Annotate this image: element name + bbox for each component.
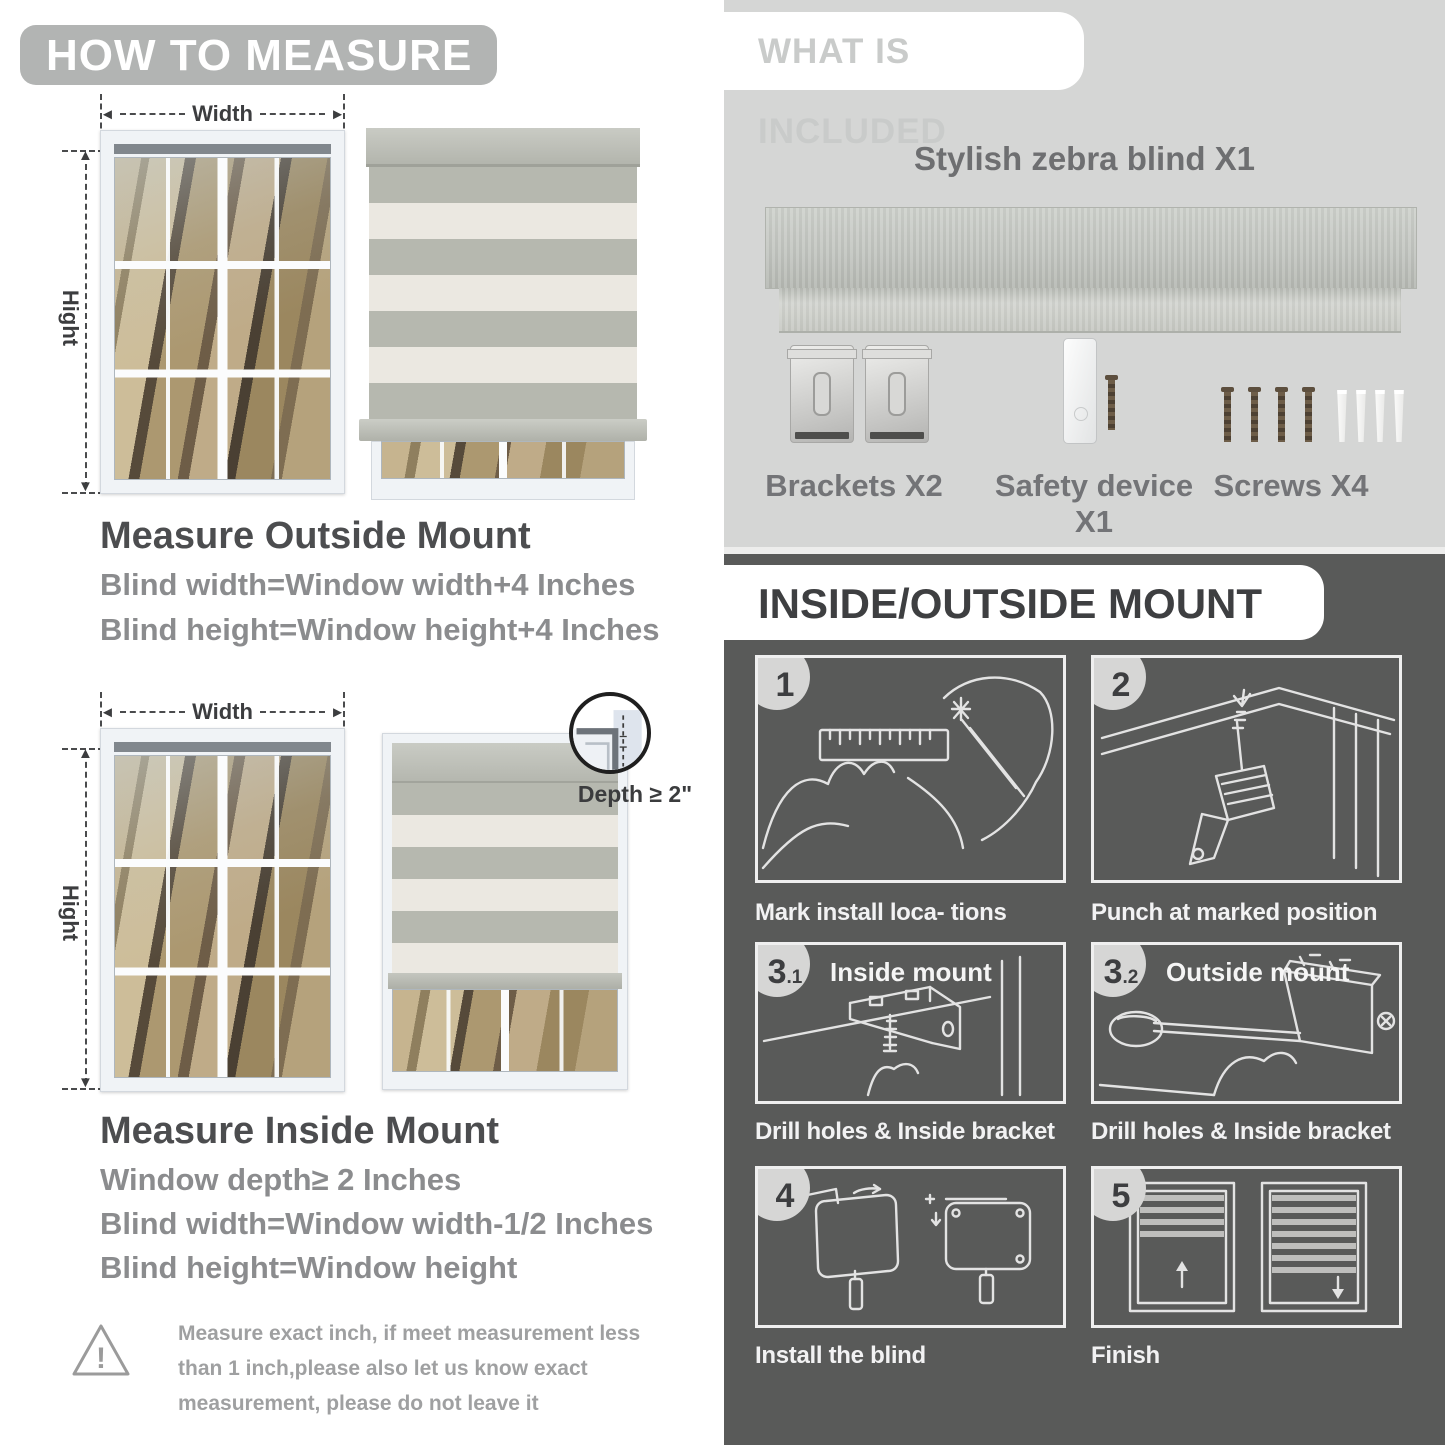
- step3-1-title: Inside mount: [830, 957, 992, 987]
- step3-1-box: [755, 942, 1066, 1104]
- arrow-up-icon: ▲: [78, 745, 93, 762]
- inside-mount-line2: Blind width=Window width-1/2 Inches: [100, 1206, 654, 1241]
- corner-depth-icon: [573, 696, 647, 770]
- dashed-line: [120, 113, 185, 115]
- blind-roll-image: [779, 288, 1401, 333]
- inside-outside-mount-header: INSIDE/OUTSIDE MOUNT: [724, 565, 1324, 640]
- step4-box: [755, 1166, 1066, 1328]
- step3-2-title: Outside mount: [1166, 957, 1350, 987]
- window-panes: [392, 989, 618, 1072]
- inside-mount-title: Measure Inside Mount: [100, 1110, 500, 1152]
- arrow-left-icon: ◄: [100, 703, 115, 721]
- screw-icon: [1251, 392, 1258, 442]
- warning-triangle-icon: [68, 1320, 134, 1382]
- wall-anchor-icon: [1374, 390, 1386, 442]
- how-to-measure-header: HOW TO MEASURE: [20, 25, 497, 85]
- arrow-right-icon: ►: [330, 703, 346, 721]
- step3-2-box: [1091, 942, 1402, 1104]
- bracket-image: [790, 345, 854, 443]
- step3-2-number-badge: 3 .2: [1091, 942, 1146, 997]
- safety-device-image: [1063, 338, 1097, 444]
- product-label: Stylish zebra blind X1: [913, 140, 1256, 177]
- step1-number-badge: 1: [755, 655, 810, 710]
- screw-icon: [1305, 392, 1312, 442]
- arrow-up-icon: ▲: [78, 147, 93, 164]
- step2-caption: Punch at marked position: [1091, 899, 1378, 926]
- bracket-slot: [888, 372, 906, 416]
- window-panes: [114, 755, 331, 1078]
- blind-cassette-image: [765, 207, 1417, 289]
- width-label: Width: [192, 699, 253, 724]
- arrow-down-icon: ▼: [78, 1074, 93, 1091]
- note-line2: than 1 inch,please also let us know exact: [178, 1357, 588, 1380]
- blind-stripes: [392, 783, 618, 973]
- note-line1: Measure exact inch, if meet measurement less: [178, 1322, 641, 1345]
- height-arrow-inside: [78, 745, 93, 1091]
- width-arrow-outside: [100, 102, 345, 126]
- step4-caption: Install the blind: [755, 1342, 926, 1369]
- width-arrow-inside: [100, 700, 345, 724]
- screws-label: Screws X4: [1213, 468, 1369, 503]
- screw-icon: [1224, 392, 1231, 442]
- note-line3: measurement, please do not leave it: [178, 1392, 539, 1415]
- outside-mount-line1: Blind width=Window width+4 Inches: [100, 567, 636, 602]
- outside-mount-line2: Blind height=Window height+4 Inches: [100, 612, 660, 647]
- step4-number-badge: 4: [755, 1166, 810, 1221]
- arrow-left-icon: ◄: [100, 105, 115, 123]
- step2-number-badge: 2: [1091, 655, 1146, 710]
- safety-device-label: Safety device X1: [994, 468, 1194, 539]
- depth-detail-inset: [569, 692, 651, 774]
- window-illustration-outside: [100, 130, 345, 494]
- arrow-down-icon: ▼: [78, 478, 93, 495]
- zebra-blind-illustration-inside: [382, 733, 693, 1090]
- outside-mount-title: Measure Outside Mount: [100, 515, 531, 557]
- step5-box: [1091, 1166, 1402, 1328]
- step5-number-badge: 5: [1091, 1166, 1146, 1221]
- step3-1-caption: Drill holes & Inside bracket: [755, 1118, 1055, 1145]
- hight-label: Hight: [58, 884, 84, 942]
- safety-device-hole: [1074, 407, 1088, 421]
- window-panes: [114, 157, 331, 480]
- hight-label: Hight: [58, 289, 84, 347]
- wall-anchor-icon: [1336, 390, 1348, 442]
- svg-text:!: !: [96, 1342, 106, 1375]
- blind-bottom-rail: [359, 419, 647, 441]
- screw-icon: [1108, 380, 1115, 430]
- step1-caption: Mark install loca- tions: [755, 899, 1007, 926]
- what-is-included-panel: [724, 0, 1445, 547]
- step3-1-number-badge: 3 .1: [755, 942, 810, 997]
- bracket-lip: [862, 349, 932, 359]
- window-below-blind: [371, 441, 635, 500]
- blind-stripes: [369, 167, 637, 419]
- bracket-lip: [787, 349, 857, 359]
- bracket-base: [795, 432, 849, 439]
- dashed-line: [260, 113, 325, 115]
- blind-bottom-rail: [388, 973, 622, 989]
- window-head: [114, 742, 331, 752]
- step1-box: [755, 655, 1066, 883]
- window-head: [114, 144, 331, 154]
- window-panes: [381, 441, 625, 479]
- wall-anchor-icon: [1355, 390, 1367, 442]
- height-arrow-outside: [78, 147, 93, 495]
- panel-divider: [724, 547, 1445, 554]
- dashed-line: [120, 711, 185, 713]
- brackets-label: Brackets X2: [765, 468, 943, 503]
- step3-2-caption: Drill holes & Inside bracket: [1091, 1118, 1391, 1145]
- wall-anchor-icon: [1393, 390, 1405, 442]
- bracket-base: [870, 432, 924, 439]
- mount-instructions-panel: [724, 554, 1445, 1445]
- depth-label: Depth ≥ 2": [577, 781, 693, 807]
- bracket-slot: [813, 372, 831, 416]
- step5-caption: Finish: [1091, 1342, 1160, 1369]
- what-is-included-header: WHAT IS INCLUDED: [724, 12, 1084, 90]
- inside-mount-line3: Blind height=Window height: [100, 1250, 518, 1285]
- inside-mount-line1: Window depth≥ 2 Inches: [100, 1162, 462, 1197]
- dashed-line: [260, 711, 325, 713]
- arrow-right-icon: ►: [330, 105, 346, 123]
- window-illustration-inside: [100, 728, 345, 1092]
- zebra-blind-illustration-outside: [366, 128, 640, 500]
- width-label: Width: [192, 101, 253, 126]
- step2-box: [1091, 655, 1402, 883]
- blind-cassette: [366, 128, 640, 167]
- bracket-image: [865, 345, 929, 443]
- screw-icon: [1278, 392, 1285, 442]
